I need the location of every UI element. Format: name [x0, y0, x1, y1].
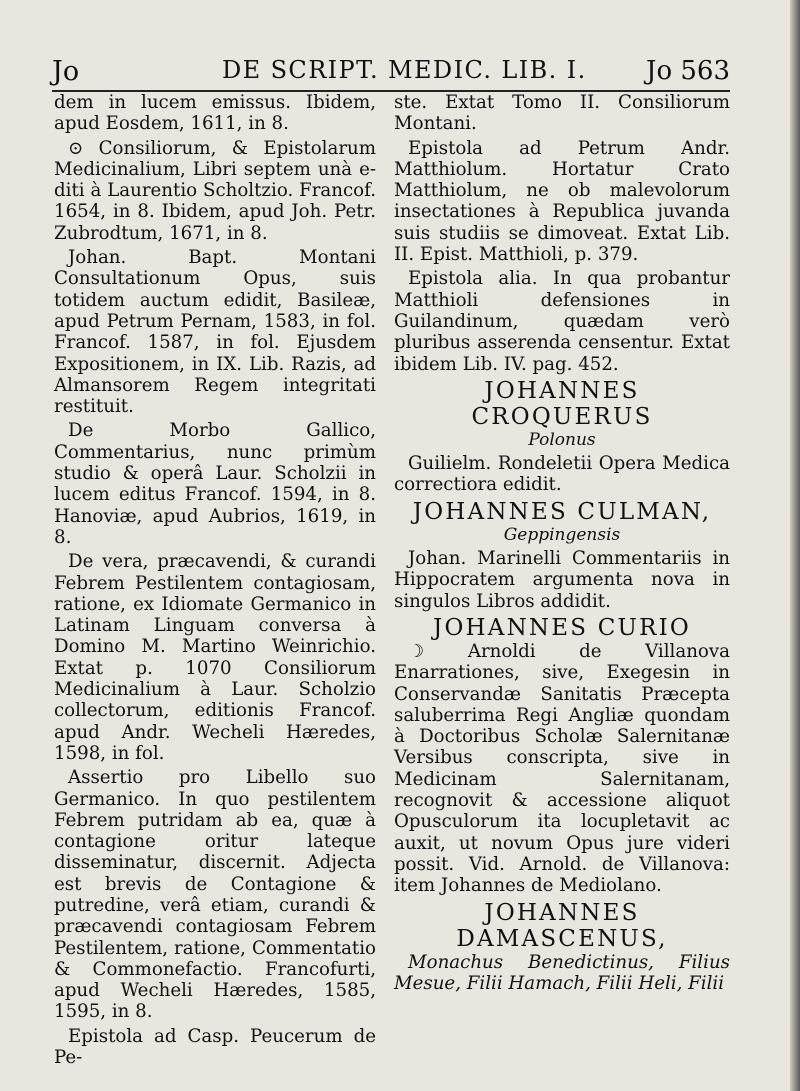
left-paragraph-4: De Morbo Gallico, Commentarius, nunc primùm studio & operâ Laur. Scholzii in lucem editus Francof. 1594, in 8. Hanoviæ, apud Aubrios, 1619, in 8. [54, 420, 376, 548]
author-heading-culman: JOHANNES CULMAN, [412, 498, 712, 525]
author-heading-curio: JOHANNES CURIO [433, 614, 691, 641]
right-paragraph-1: ste. Extat Tomo II. Consiliorum Montani. [394, 92, 730, 135]
right-paragraph-2: Epistola ad Petrum Andr. Matthiolum. Hortatur Crato Matthiolum, ne ob malevolorum insectationes à Republica juvanda suis studiis se dimoveat. Extat Lib. II. Epist. Matthioli, p. 379. [394, 137, 730, 266]
right-paragraph-4: Guilielm. Rondeletii Opera Medica correctiora edidit. [394, 453, 730, 496]
author-origin-culman: Geppingensis [503, 524, 621, 545]
author-heading-croquerus: JOHANNES CROQUERUS [471, 377, 653, 430]
left-paragraph-7: Epistola ad Casp. Peucerum de Pe- [54, 1025, 376, 1069]
author-heading-damascenus: JOHANNES DAMASCENUS, [456, 899, 668, 952]
right-paragraph-6: ☽ Arnoldi de Villanova Enarrationes, sive, Exegesin in Conservandæ Sanitatis Præcepta saluberrima Regi Angliæ quondam à Doctoribus Scholæ Salernitanæ Versibus conscripta, sive in Medicinam Salernitanam, recognovit & accessione aliquot Opusculorum ita locupletavit ac auxit, ut novum Opus jure videri possit. Vid. Arnold. de Villanova: item Johannes de Mediolano. [394, 640, 730, 897]
header-page-number: Jo 563 [646, 56, 730, 86]
author-origin-croquerus: Polonus [528, 429, 596, 450]
right-column [394, 92, 730, 997]
header-left-catchword: Jo [52, 56, 80, 87]
left-paragraph-3: Johan. Bapt. Montani Consultationum Opus, suis totidem auctum edidit, Basileæ, apud Petrum Pernam, 1583, in fol. Francof. 1587, in fol. Ejusdem Expositionem, in IX. Lib. Razis, ad Almansorem Regem integritati restituit. [54, 247, 376, 418]
header-title: DE SCRIPT. MEDIC. LIB. I. [222, 56, 587, 84]
left-paragraph-5: De vera, præcavendi, & curandi Febrem Pestilentem contagiosam, ratione, ex Idiomate Germanico in Latinam Linguam conversa à Domino M. Martino Weinrichio. Extat p. 1070 Consiliorum Medicinalium à Laur. Scholzio collectorum, editionis Francof. apud Andr. Wecheli Hæredes, 1598, in fol. [54, 551, 376, 764]
right-paragraph-5: Johan. Marinelli Commentariis in Hippocratem argumenta nova in singulos Libros addidit. [394, 548, 730, 612]
left-paragraph-6: Assertio pro Libello suo Germanico. In quo pestilentem Febrem putridam ab ea, quæ à contagione oritur lateque disseminatur, discernit. Adjecta est brevis de Contagione & putredine, verâ etiam, curandi & præcavendi contagiosam Febrem Pestilentem, ratione, Commentatio & Commonefactio. Francofurti, apud Wecheli Hæredes, 1585, 1595, in 8. [54, 767, 376, 1023]
left-column [54, 92, 376, 1071]
right-paragraph-7: Monachus Benedictinus, Filius Mesue, Filii Hamach, Filii Heli, Filii [394, 951, 730, 994]
left-paragraph-1: dem in lucem emissus. Ibidem, apud Eosdem, 1611, in 8. [54, 92, 376, 135]
right-paragraph-3: Epistola alia. In qua probantur Matthioli defensiones in Guilandinum, quædam verò pluribus asserenda censentur. Extat ibidem Lib. IV. pag. 452. [394, 268, 730, 375]
left-paragraph-2: ⊙ Consiliorum, & Epistolarum Medicinalium, Libri septem unà e-diti à Laurentio Scholtzio. Francof. 1654, in 8. Ibidem, apud Joh. Petr. Zubrodtum, 1671, in 8. [54, 137, 376, 244]
